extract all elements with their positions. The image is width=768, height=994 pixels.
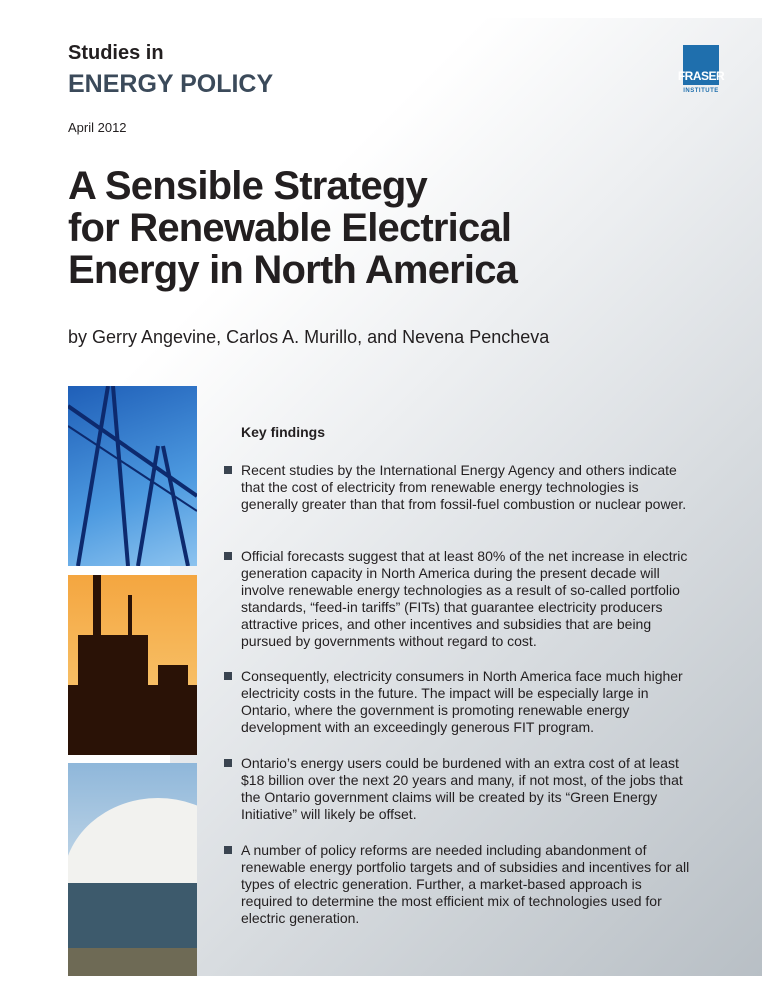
series-name: ENERGY POLICY <box>68 70 274 98</box>
publication-date: April 2012 <box>68 120 127 135</box>
fraser-logo-sub: INSTITUTE <box>683 88 719 94</box>
title-line: A Sensible Strategy <box>68 164 427 208</box>
page-title <box>68 165 517 291</box>
finding-item <box>224 462 694 513</box>
bullet-square-icon <box>224 466 232 474</box>
finding-text: A number of policy reforms are needed including abandonment of renewable energy portfolio targets and of subsidies and incentives for all types of electric generation. Further, a market-based approach is required to determine the most efficient mix of technologies used for electric generation. <box>241 842 690 926</box>
finding-item <box>224 548 694 650</box>
oil-platform-image <box>68 575 197 755</box>
key-findings-heading: Key findings <box>241 424 326 440</box>
fraser-logo: FRASER <box>683 45 719 85</box>
finding-item <box>224 842 694 927</box>
finding-text: Consequently, electricity consumers in North America face much higher electricity costs in the future. The impact will be especially large in Ontario, where the government is promoting renewable energy development with an exceedingly generous FIT program. <box>241 668 683 735</box>
bullet-square-icon <box>224 672 232 680</box>
finding-text: Ontario’s energy users could be burdened with an extra cost of at least $18 billion over the next 20 years and many, if not most, of the jobs that the Ontario government claims will be created by its “Green Energy Initiative” will likely be offset. <box>241 755 683 822</box>
nuclear-dome-image <box>68 763 197 976</box>
bullet-square-icon <box>224 846 232 854</box>
series-label: Studies in <box>68 42 164 64</box>
bullet-square-icon <box>224 552 232 560</box>
title-line: Energy in North America <box>68 248 518 292</box>
bullet-square-icon <box>224 759 232 767</box>
power-pylon-image <box>68 386 197 566</box>
finding-item <box>224 755 694 823</box>
finding-text: Recent studies by the International Energy Agency and others indicate that the cost of electricity from renewable energy technologies is generally greater than that from fossil-fuel combustion or nuclear power. <box>241 462 687 512</box>
finding-text: Official forecasts suggest that at least 80% of the net increase in electric generation capacity in North America during the present decade will involve renewable energy technologies as a result of so-called portfolio standards, “feed-in tariffs” (FITs) that guarantee electricity producers attractive prices, and other incentives and subsidies that are being pursued by governments without regard to cost. <box>241 548 688 649</box>
title-line: for Renewable Electrical <box>68 206 512 250</box>
authors: by Gerry Angevine, Carlos A. Murillo, and Nevena Pencheva <box>68 327 550 347</box>
finding-item <box>224 668 694 736</box>
